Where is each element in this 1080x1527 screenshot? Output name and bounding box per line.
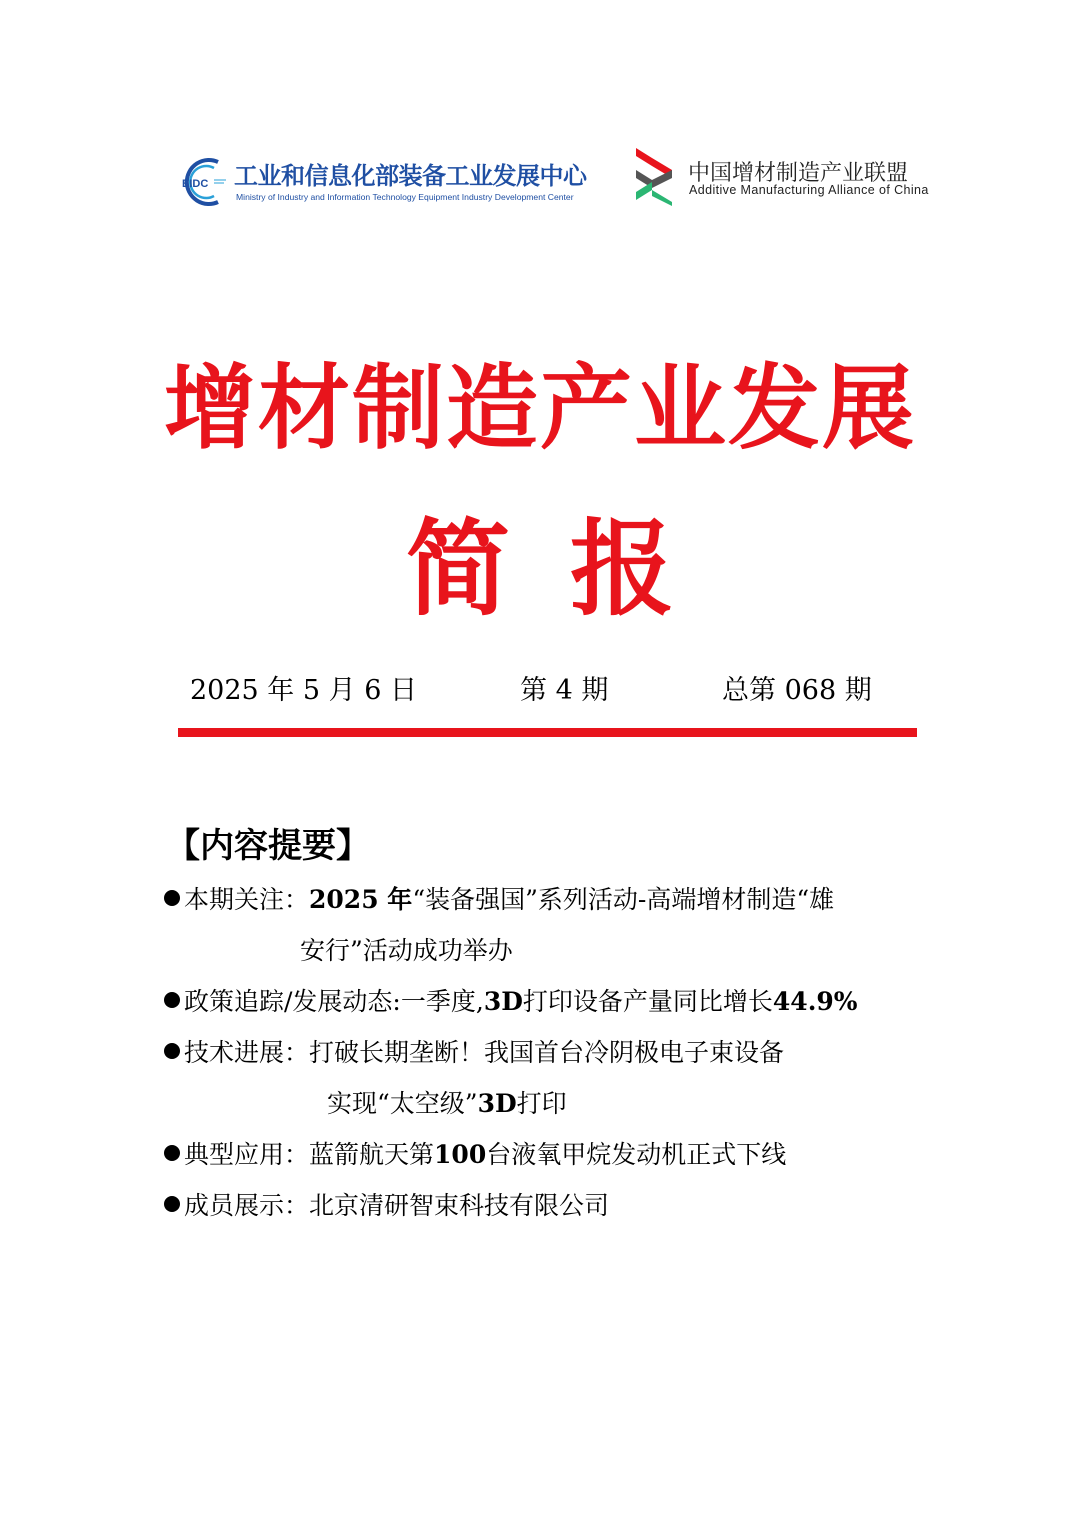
item-label: 典型应用： bbox=[184, 1140, 310, 1169]
issue-number: 第 4 期 bbox=[520, 675, 609, 706]
bullet-icon bbox=[164, 1043, 180, 1059]
item-text: 台液氧甲烷发动机正式下线 bbox=[486, 1140, 787, 1169]
eidc-logo-icon bbox=[178, 152, 226, 212]
item-label: 政策追踪/发展动态: bbox=[184, 987, 401, 1016]
item-label: 本期关注： bbox=[184, 885, 310, 914]
summary-item-member bbox=[164, 1188, 609, 1224]
amac-name-cn: 中国增材制造产业联盟 bbox=[688, 161, 909, 186]
item-text: 蓝箭航天第 bbox=[309, 1140, 435, 1169]
item-text: 北京清研智束科技有限公司 bbox=[309, 1191, 610, 1220]
report-subtitle bbox=[0, 485, 1080, 635]
amac-name-en: Additive Manufacturing Alliance of China bbox=[689, 183, 929, 197]
issue-total: 总第 068 期 bbox=[722, 675, 872, 706]
subtitle-char-1: 简 bbox=[405, 507, 510, 630]
item-text-continued: 安行”活动成功举办 bbox=[300, 936, 513, 965]
bullet-icon bbox=[164, 992, 180, 1008]
item-text: 打印设备产量同比增长 bbox=[522, 987, 773, 1016]
item-text: 100 bbox=[434, 1140, 487, 1169]
eidc-name-cn: 工业和信息化部装备工业发展中心 bbox=[234, 162, 587, 190]
item-label: 成员展示： bbox=[184, 1191, 310, 1220]
summary-heading: 【内容提要】 bbox=[166, 826, 370, 866]
bullet-icon bbox=[164, 1145, 180, 1161]
item-text: 3D bbox=[483, 987, 523, 1016]
eidc-name-en: Ministry of Industry and Information Technology Equipment Industry Development Center bbox=[236, 192, 574, 202]
summary-item-focus bbox=[164, 882, 834, 918]
item-label: 技术进展： bbox=[184, 1038, 310, 1067]
subtitle-char-2: 报 bbox=[570, 507, 675, 630]
item-text: 一季度, bbox=[400, 987, 484, 1016]
summary-item-application bbox=[164, 1137, 786, 1173]
item-text: “装备强国”系列活动-高端增材制造“雄 bbox=[412, 885, 835, 914]
item-text: 3D bbox=[477, 1089, 517, 1118]
item-text: 打破长期垄断！我国首台冷阴极电子束设备 bbox=[309, 1038, 785, 1067]
divider bbox=[178, 728, 917, 737]
eidc-logo bbox=[178, 150, 587, 214]
amac-logo-icon bbox=[632, 146, 678, 206]
report-title: 增材制造产业发展 bbox=[163, 354, 916, 462]
item-text: 实现“太空级” bbox=[327, 1089, 478, 1118]
amac-logo bbox=[632, 146, 929, 210]
bullet-icon bbox=[164, 1196, 180, 1212]
issue-info bbox=[190, 668, 890, 708]
item-text: 2025 年 bbox=[309, 885, 413, 914]
item-text-continued bbox=[327, 1086, 567, 1122]
item-text: 44.9% bbox=[772, 987, 858, 1016]
eidc-mark-text: EIDC bbox=[182, 178, 209, 190]
item-text: 打印 bbox=[516, 1089, 567, 1118]
summary-item-policy bbox=[164, 984, 858, 1020]
issue-date: 2025 年 5 月 6 日 bbox=[190, 675, 417, 706]
summary-item-tech bbox=[164, 1035, 784, 1071]
bullet-icon bbox=[164, 890, 180, 906]
